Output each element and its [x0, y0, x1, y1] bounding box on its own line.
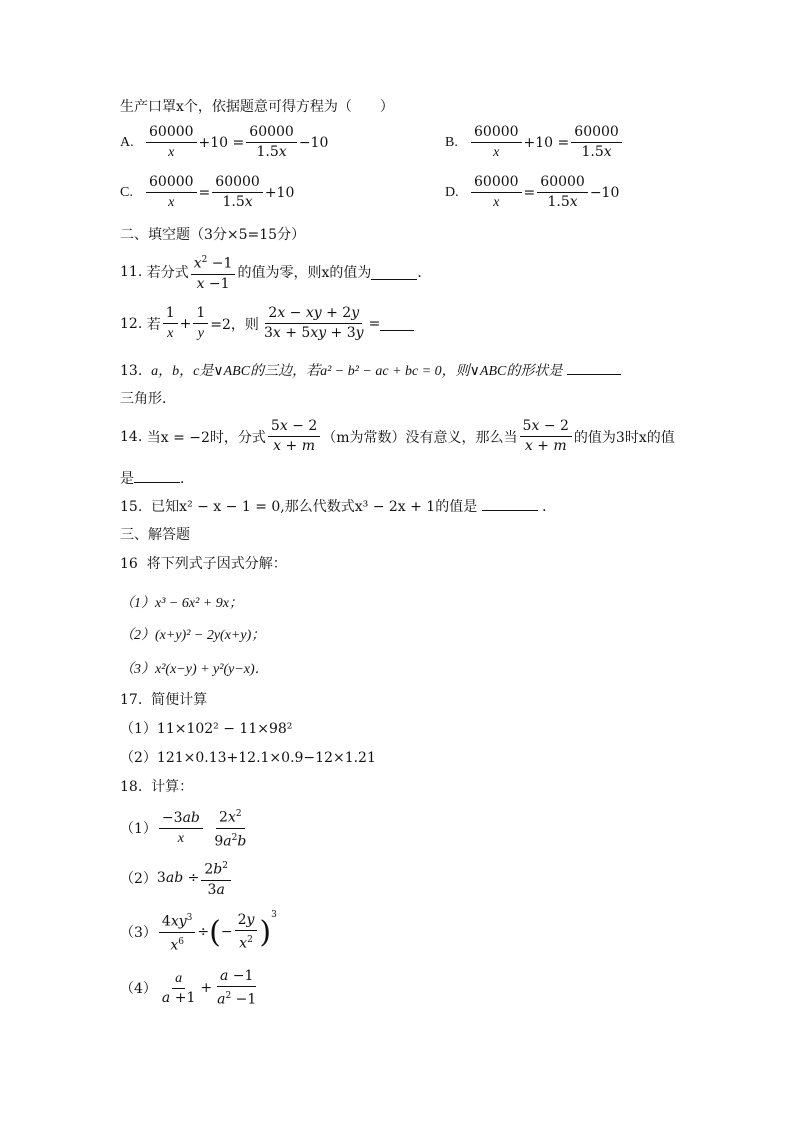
section-solve: 三、解答题 — [120, 527, 190, 543]
question-13-cont: 三角形． — [120, 391, 176, 407]
option-d-label: D. — [445, 184, 459, 200]
q18-item-1: （1） $\frac{-3ab}{x}$ $\frac{2x^2}{9a^2b}$ — [120, 806, 251, 850]
option-c-label: C. — [120, 184, 133, 200]
option-a-label: A. — [120, 134, 134, 150]
answer-blank-15[interactable] — [482, 496, 538, 511]
question-16: 16 将下列式子因式分解： — [120, 556, 287, 572]
q16-item-2: （2）(x+y)² − 2y(x+y)； — [120, 628, 266, 643]
section-fill-in: 二、填空题（3分×5=15分） — [120, 227, 306, 243]
option-b-label: B. — [445, 134, 458, 150]
question-14-cont: 是 ． — [120, 468, 194, 488]
q18-item-4: （4） $\frac{a}{a +1}$ + $\frac{a -1}{a^2 -1}$ — [120, 968, 257, 1008]
answer-blank-13[interactable] — [567, 360, 621, 375]
option-a[interactable]: A. $\frac{60000}{x}$ +10 = $\frac{60000}{1.5x}$ −10 — [120, 124, 329, 160]
question-11: 11. 若分式 $\frac{x^2 -1}{x -1}$ 的值为零，则x的值为 ． — [120, 252, 431, 293]
question-15: 15. 已知x² − x − 1 = 0,那么代数式x³ − 2x + 1的值是 ． — [120, 496, 556, 516]
question-13: 13. a，b，c是∨ABC的三边，若a² − b² − ac + bc = 0，则∨ABC的形状是 — [120, 360, 621, 380]
q16-item-3: （3）x²(x−y) + y²(y−x)． — [120, 662, 269, 677]
option-b[interactable]: B. $\frac{60000}{x}$ +10 = $\frac{60000}{1.5x}$ — [445, 124, 624, 161]
question-17: 17. 简便计算 — [120, 692, 208, 708]
q18-item-3: （3） $\frac{4xy^3}{x^6}$ ÷ ( − $\frac{2y}{x^2}$ ) $^3$ — [120, 910, 277, 954]
q18-item-2: （2） 3ab ÷ $\frac{2b^2}{3a}$ — [120, 858, 233, 899]
q17-item-2: （2）121×0.13+12.1×0.9−12×1.21 — [120, 750, 376, 766]
question-intro: 生产口罩x个，依据题意可得方程为（ ） — [120, 99, 394, 115]
option-d[interactable]: D. $\frac{60000}{x}$ = $\frac{60000}{1.5x}$ −10 — [445, 174, 620, 210]
answer-blank-14[interactable] — [134, 468, 180, 483]
answer-blank-11[interactable] — [371, 265, 417, 280]
q17-item-1: （1）11×102² − 11×98² — [120, 721, 293, 737]
question-14: 14. 当x = −2时，分式 $\frac{5x - 2}{x + m}$ （m为常数）没有意义，那么当 $\frac{5x - 2}{x + m}$ 的值为3时x的值 — [120, 418, 675, 454]
question-12: 12. 若 $\frac{1}{x}$ + $\frac{1}{y}$ =2，则 $\frac{2x - xy + 2y}{3x + 5xy + 3y}$ = — [120, 305, 414, 342]
option-c[interactable]: C. $\frac{60000}{x}$ = $\frac{60000}{1.5x}$ +10 — [120, 174, 295, 210]
q16-item-1: （1）x³ − 6x² + 9x； — [120, 596, 243, 611]
answer-blank-12[interactable] — [380, 316, 414, 331]
question-18: 18. 计算： — [120, 779, 194, 795]
